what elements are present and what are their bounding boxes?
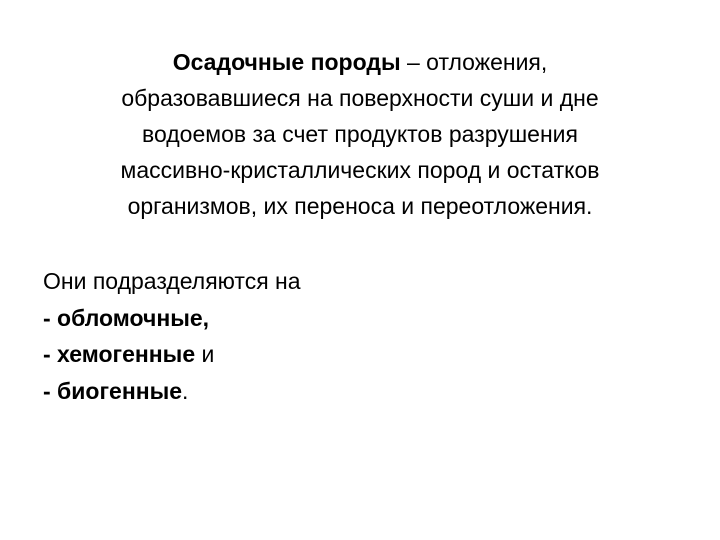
- definition-line-4: массивно-кристаллических пород и остатков: [120, 157, 600, 183]
- list-item-term: - биогенные: [43, 377, 183, 404]
- definition-line-3: водоемов за счет продуктов разрушения: [142, 121, 578, 147]
- definition-line-1-rest: – отложения,: [400, 49, 548, 75]
- classification-list: [43, 263, 301, 409]
- definition-line-5: организмов, их переноса и переотложения.: [127, 193, 593, 219]
- list-item-term: - хемогенные: [43, 341, 196, 367]
- list-item-suffix: .: [182, 377, 189, 404]
- list-item: [43, 336, 301, 373]
- classification-intro: Они подразделяются на: [43, 268, 301, 294]
- definition-line-2: образовавшиеся на поверхности суши и дне: [121, 85, 599, 111]
- definition-paragraph: [40, 44, 680, 224]
- list-item-term: - обломочные,: [43, 304, 210, 331]
- definition-line-1: [40, 44, 680, 80]
- list-item-suffix: и: [195, 341, 215, 367]
- list-item: [43, 373, 301, 410]
- list-item: [43, 300, 301, 337]
- definition-term: Осадочные породы: [172, 49, 401, 75]
